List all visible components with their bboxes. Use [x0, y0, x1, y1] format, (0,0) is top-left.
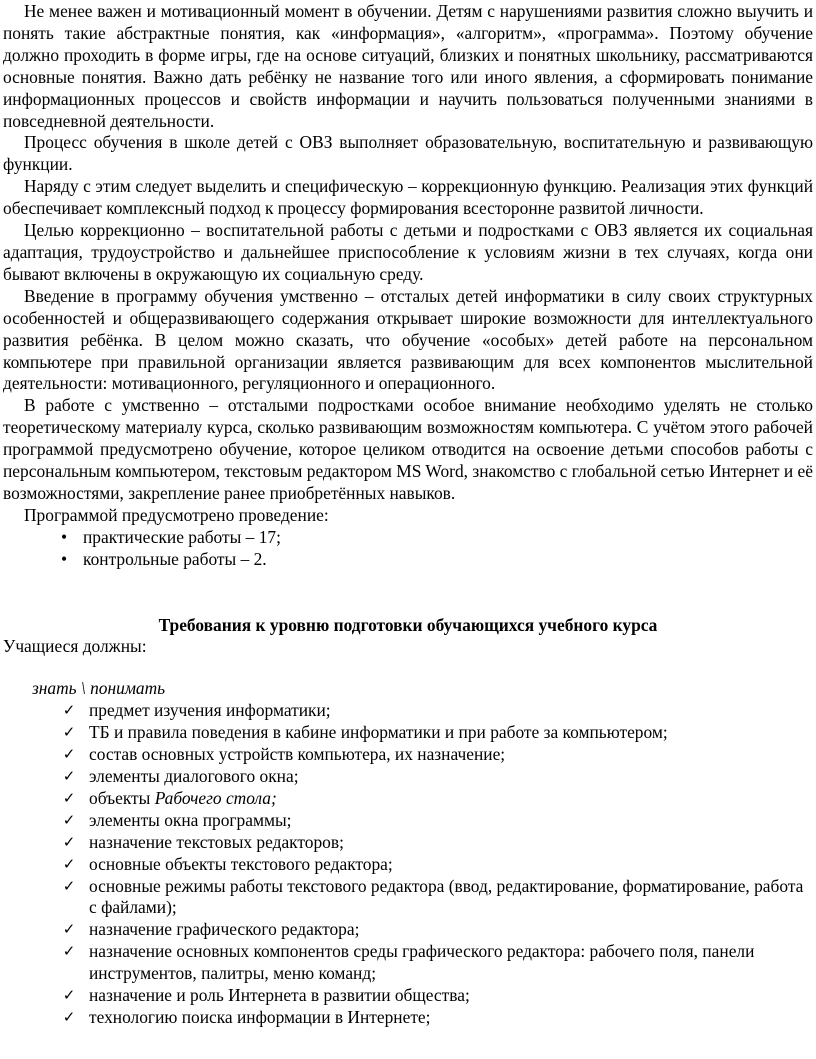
list-item-text: элементы диалогового окна; [89, 766, 299, 786]
list-item-text: назначение текстовых редакторов; [89, 831, 344, 852]
list-item [3, 700, 813, 722]
list-item [3, 722, 813, 744]
checkmark-icon: ✓ [62, 767, 76, 785]
list-item-text: предмет изучения информатики; [89, 700, 331, 721]
list-item [3, 810, 813, 832]
checkmark-icon: ✓ [62, 920, 76, 939]
list-item-text: назначение основных компонентов среды графического редактора: рабочего поля, панели инструментов, палитры, меню команд; [89, 941, 755, 984]
list-item-italic-text: Рабочего стола; [154, 787, 277, 808]
list-item [3, 744, 813, 766]
list-item-text: ТБ и правила поведения в кабине информатики и при работе за компьютером; [89, 722, 668, 743]
list-item-text: элементы окна программы; [89, 809, 292, 830]
work-types-list [3, 527, 813, 571]
know-understand-label: знать \ понимать [32, 678, 166, 699]
list-item [3, 876, 813, 920]
checkmark-icon: ✓ [62, 788, 76, 807]
paragraph-informatics-intro: Введение в программу обучения умственно – отсталых детей информатики в силу своих структурных особенностей и общеразвивающего содержания открывает широкие возможности для интеллектуального развития ребёнка. В целом можно сказать, что обучение «особых» детей работе на персональном компьютере при правильной организации является развивающим для всех компонентов мыслительной деятельности: мотивационного, регуляционного и операционного. [3, 285, 813, 394]
bullet-icon: • [60, 548, 68, 569]
paragraph-work-approach: В работе с умственно – отсталыми подростками особое внимание необходимо уделять не столько теоретическому материалу курса, сколько развивающим возможностям компьютера. С учётом этого рабочей программой предусмотрено обучение, которое целиком отводится на освоение детьми способов работы с персональным компьютером, текстовым редактором MS Word, знакомство с глобальной сетью Интернет и её возможностями, закрепление ранее приобретённых навыков. [3, 395, 813, 503]
checkmark-icon: ✓ [62, 723, 76, 742]
list-item [3, 788, 813, 810]
list-item-text: состав основных устройств компьютера, их назначение; [89, 744, 506, 765]
list-item [3, 985, 813, 1007]
list-item [3, 941, 813, 985]
checkmark-icon: ✓ [62, 745, 76, 764]
list-item-text: основные режимы работы текстового редактора (ввод, редактирование, форматирование, работа с файлами); [89, 875, 804, 918]
list-item [3, 919, 813, 941]
list-item-text: контрольные работы – 2. [83, 548, 267, 569]
list-item-text: практические работы – 17; [83, 526, 281, 547]
list-item [3, 854, 813, 876]
list-item [3, 832, 813, 854]
paragraph-goal: Целью коррекционно – воспитательной работы с детьми и подростками с ОВЗ является их социальная адаптация, трудоустройство и дальнейшее приспособление к условиям жизни в тех случаях, когда они бывают включены в окружающую их социальную среду. [3, 220, 813, 284]
paragraph-learning-process: Процесс обучения в школе детей с ОВЗ выполняет образовательную, воспитательную и развивающую функции. [3, 132, 813, 175]
checkmark-icon: ✓ [62, 854, 76, 873]
checkmark-icon: ✓ [62, 876, 76, 895]
list-item [3, 549, 813, 571]
checkmark-icon: ✓ [62, 942, 76, 961]
list-item-text: назначение и роль Интернета в развитии общества; [89, 985, 470, 1006]
list-item-text: технологию поиска информации в Интернете; [89, 1006, 431, 1027]
checkmark-icon: ✓ [62, 832, 76, 851]
list-item [3, 1007, 813, 1029]
list-item [3, 766, 813, 788]
checkmark-icon: ✓ [62, 1007, 76, 1026]
list-item-text: основные объекты текстового редактора; [89, 853, 393, 874]
paragraph-correction-function: Наряду с этим следует выделить и специфическую – коррекционную функцию. Реализация этих функций обеспечивает комплексный подход к процессу формирования всесторонне развитой личности. [3, 176, 813, 219]
checkmark-icon: ✓ [62, 701, 76, 720]
document-page [3, 1, 813, 1029]
list-item-text: назначение графического редактора; [89, 919, 360, 940]
checkmark-icon: ✓ [62, 986, 76, 1005]
paragraph-program-provides: Программой предусмотрено проведение: [24, 504, 329, 525]
paragraph-motivation: Не менее важен и мотивационный момент в обучении. Детям с нарушениями развития сложно выучить и понять такие абстрактные понятия, как «информация», «алгоритм», «программа». Поэтому обучение должно проходить в форме игры, где на основе ситуаций, близких и понятных школьнику, рассматриваются основные понятия. Важно дать ребёнку не название того или иного явления, а сформировать понимание информационных процессов и свойств информации и научить пользоваться полученными знаниями в повседневной деятельности. [3, 1, 813, 131]
requirements-list [3, 700, 813, 1029]
students-must-label: Учащиеся должны: [3, 636, 147, 657]
list-item-text: объекты [89, 787, 155, 808]
spacer [3, 571, 813, 615]
bullet-icon: • [60, 526, 68, 547]
section-heading: Требования к уровню подготовки обучающихся учебного курса [158, 614, 658, 635]
list-item [3, 527, 813, 549]
checkmark-icon: ✓ [62, 810, 76, 829]
